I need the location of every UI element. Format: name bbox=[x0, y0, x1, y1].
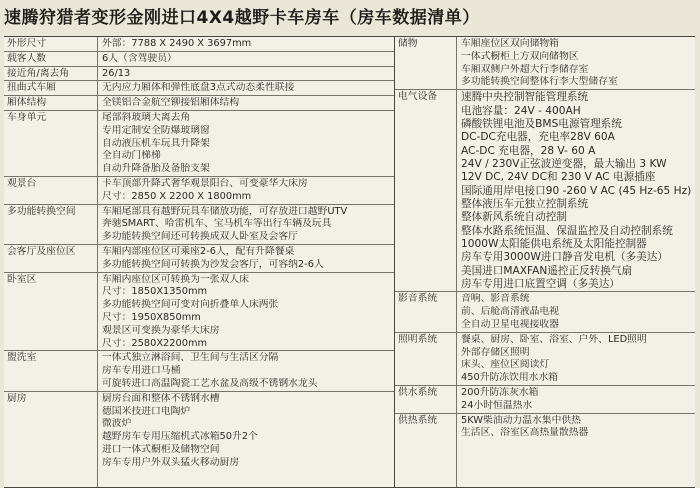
spec-left-row bbox=[4, 67, 394, 82]
spec-value-line: 生活区、浴室区高热量散热器 bbox=[461, 427, 589, 439]
spec-category: 厢体结构 bbox=[4, 96, 98, 110]
spec-value-line: 德国米技进口电陶炉 bbox=[102, 405, 191, 417]
spec-value-line: 12V DC, 24V DC和 230 V AC 电源插座 bbox=[461, 171, 656, 184]
spec-values bbox=[457, 386, 695, 413]
spec-values bbox=[457, 414, 695, 487]
spec-category: 卧室区 bbox=[4, 273, 98, 351]
spec-values bbox=[98, 37, 394, 51]
spec-left-row bbox=[4, 392, 394, 487]
spec-value-line: 全镁铝合金航空铆接铝厢体结构 bbox=[102, 97, 240, 109]
spec-value-line: 多功能转换空间可变对向折叠单人床两张 bbox=[102, 299, 279, 311]
spec-value-line: 前、后舱高清液晶电视 bbox=[461, 306, 559, 318]
spec-value-line: 外部存储区照明 bbox=[461, 346, 530, 358]
spec-category: 多功能转换空间 bbox=[4, 205, 98, 244]
spec-value-line: 26/13 bbox=[102, 67, 131, 79]
spec-values bbox=[98, 205, 394, 244]
spec-value-line: 房车专用3000W进口静音发电机（多美达） bbox=[461, 251, 668, 264]
spec-value-line: 外部：7788 X 2490 X 3697mm bbox=[102, 38, 252, 49]
spec-table bbox=[4, 36, 695, 488]
spec-right-row bbox=[395, 414, 695, 487]
spec-left-row bbox=[4, 177, 394, 205]
spec-value-line: 音响、影音系统 bbox=[461, 293, 530, 305]
spec-values bbox=[457, 37, 695, 89]
spec-category: 储物 bbox=[395, 37, 457, 89]
spec-values bbox=[98, 177, 394, 204]
spec-value-line: 餐桌、厨房、卧室、浴室、户外、LED照明 bbox=[461, 333, 647, 345]
spec-value-line: 车厢座位区双向储物箱 bbox=[461, 38, 559, 49]
spec-value-line: 磷酸铁锂电池及BMS电源管理系统 bbox=[461, 117, 622, 130]
spec-value-line: 自动升降备胎及备胎支架 bbox=[102, 163, 210, 175]
spec-left-row bbox=[4, 96, 394, 111]
spec-values bbox=[98, 67, 394, 81]
spec-value-line: 5KW柴油动力温水集中供热 bbox=[461, 414, 581, 426]
spec-value-line: 自动液压机车玩具升降架 bbox=[102, 137, 210, 149]
spec-values bbox=[98, 81, 394, 95]
spec-values bbox=[98, 52, 394, 66]
spec-value-line: 整体液压车元独立控制系统 bbox=[461, 197, 589, 210]
spec-left-row bbox=[4, 111, 394, 177]
spec-value-line: 尺寸：1850X1350mm bbox=[102, 286, 208, 298]
spec-value-line: 电池容量：24V - 400AH bbox=[461, 104, 581, 117]
spec-value-line: DC-DC充电器，充电率28V 60A bbox=[461, 131, 615, 144]
spec-category: 电气设备 bbox=[395, 90, 457, 291]
spec-left-row bbox=[4, 205, 394, 245]
spec-value-line: 房车专用进口马桶 bbox=[102, 365, 181, 377]
spec-value-line: 200升防冻灰水箱 bbox=[461, 386, 539, 398]
spec-value-line: 尾部斜玻璃大离去角 bbox=[102, 111, 191, 123]
spec-value-line: 奔驰SMART、哈雷机车、宝马机车等出行车辆及玩具 bbox=[102, 218, 332, 230]
spec-values bbox=[98, 392, 394, 487]
spec-value-line: 美国进口MAXFAN遥控正反转换气扇 bbox=[461, 264, 633, 277]
spec-value-line: 可旋转进口高温陶瓷工艺水盆及高级不锈钢水龙头 bbox=[102, 377, 318, 389]
spec-value-line: 越野房车专用压缩机式冰箱50升2个 bbox=[102, 431, 258, 443]
spec-category: 接近角/离去角 bbox=[4, 67, 98, 81]
spec-value-line: 厨房台面和整体不锈钢水槽 bbox=[102, 392, 220, 404]
spec-value-line: 整体新风系统自动控制 bbox=[461, 211, 567, 224]
spec-value-line: 专用定制安全防爆玻璃窗 bbox=[102, 124, 210, 136]
spec-values bbox=[98, 351, 394, 390]
spec-value-line: 进口一体式橱柜及储物空间 bbox=[102, 443, 220, 455]
spec-values bbox=[98, 111, 394, 176]
spec-right-row bbox=[395, 37, 695, 90]
spec-value-line: 6人（含驾驶员） bbox=[102, 52, 177, 64]
spec-values bbox=[457, 90, 695, 291]
spec-values bbox=[457, 292, 695, 331]
spec-value-line: 尺寸：2850 X 2200 X 1800mm bbox=[102, 190, 252, 202]
spec-value-line: 国际通用岸电接口90 -260 V AC (45 Hz-65 Hz) bbox=[461, 184, 692, 197]
spec-category: 厨房 bbox=[4, 392, 98, 487]
spec-value-line: 多功能转换空间可转换为沙发会客厅，可容纳2-6人 bbox=[102, 258, 324, 270]
spec-right-row bbox=[395, 386, 695, 414]
spec-value-line: 车厢内座位区可转换为一张双人床 bbox=[102, 273, 249, 285]
spec-left-row bbox=[4, 245, 394, 273]
page-title: 速腾狩猎者变形金刚进口4X4越野卡车房车（房车数据清单） bbox=[4, 8, 480, 28]
spec-value-line: 卡车顶部升降式奢华观景阳台、可变豪华大床房 bbox=[102, 177, 308, 189]
spec-left-row bbox=[4, 52, 394, 67]
spec-category: 会客厅及座位区 bbox=[4, 245, 98, 272]
spec-left-row bbox=[4, 351, 394, 391]
spec-values bbox=[98, 273, 394, 351]
spec-value-line: AC-DC 充电器，28 V- 60 A bbox=[461, 144, 596, 157]
spec-left-row bbox=[4, 273, 394, 352]
spec-left-row bbox=[4, 81, 394, 96]
spec-value-line: 一体式橱柜上方双向储物区 bbox=[461, 50, 579, 62]
spec-value-line: 尺寸：2580X2200mm bbox=[102, 337, 208, 349]
spec-values bbox=[98, 245, 394, 272]
spec-right-row bbox=[395, 333, 695, 386]
spec-value-line: 整体水路系统恒温、保温监控及自动控制系统 bbox=[461, 224, 673, 237]
spec-value-line: 24小时恒温热水 bbox=[461, 399, 533, 411]
spec-value-line: 速腾中央控制智能管理系统 bbox=[461, 91, 589, 104]
spec-value-line: 无内应力厢体和弹性底盘3点式动态柔性联接 bbox=[102, 82, 295, 94]
spec-category: 影音系统 bbox=[395, 292, 457, 331]
spec-value-line: 全自动门梯梯 bbox=[102, 150, 161, 162]
spec-values bbox=[98, 96, 394, 110]
spec-value-line: 车厢双侧户外超大行李储存室 bbox=[461, 63, 589, 75]
spec-value-line: 尺寸：1950X850mm bbox=[102, 311, 201, 323]
spec-category: 供水系统 bbox=[395, 386, 457, 413]
spec-category: 外形尺寸 bbox=[4, 37, 98, 51]
spec-value-line: 1000W太阳能供电系统及太阳能控制器 bbox=[461, 237, 647, 250]
spec-value-line: 微波炉 bbox=[102, 418, 132, 430]
spec-category: 车身单元 bbox=[4, 111, 98, 176]
spec-values bbox=[457, 333, 695, 385]
spec-value-line: 观景区可变换为豪华大床房 bbox=[102, 324, 220, 336]
spec-left-row bbox=[4, 37, 394, 52]
spec-category: 照明系统 bbox=[395, 333, 457, 385]
spec-right-row bbox=[395, 292, 695, 332]
spec-value-line: 一体式独立淋浴间、卫生间与生活区分隔 bbox=[102, 352, 279, 364]
spec-right-row bbox=[395, 90, 695, 292]
spec-value-line: 多功能转换空间整体行李大型储存室 bbox=[461, 76, 618, 88]
spec-category: 观景台 bbox=[4, 177, 98, 204]
spec-category: 盥洗室 bbox=[4, 351, 98, 390]
spec-value-line: 全自动卫星电视接收器 bbox=[461, 318, 559, 330]
spec-value-line: 床头、座位区阅读灯 bbox=[461, 359, 550, 371]
spec-value-line: 车厢尾部具有越野玩具车储放功能，可存放进口越野UTV bbox=[102, 205, 348, 217]
spec-category: 扭曲式车厢 bbox=[4, 81, 98, 95]
spec-value-line: 房车专用进口底置空调（多美达） bbox=[461, 278, 620, 290]
spec-value-line: 24V / 230V正弦波逆变器，最大输出 3 KW bbox=[461, 157, 667, 170]
spec-category: 供热系统 bbox=[395, 414, 457, 487]
spec-value-line: 车厢内部座位区可乘座2-6人，配有升降餐桌 bbox=[102, 245, 295, 257]
spec-column-right bbox=[395, 37, 695, 487]
spec-value-line: 房车专用户外双头猛火移动厨房 bbox=[102, 456, 240, 468]
spec-value-line: 多功能转换空间还可转换成双人卧室及会客厅 bbox=[102, 231, 298, 243]
spec-category: 载客人数 bbox=[4, 52, 98, 66]
spec-column-left bbox=[4, 37, 395, 487]
spec-value-line: 450升防冻饮用水水箱 bbox=[461, 372, 559, 384]
